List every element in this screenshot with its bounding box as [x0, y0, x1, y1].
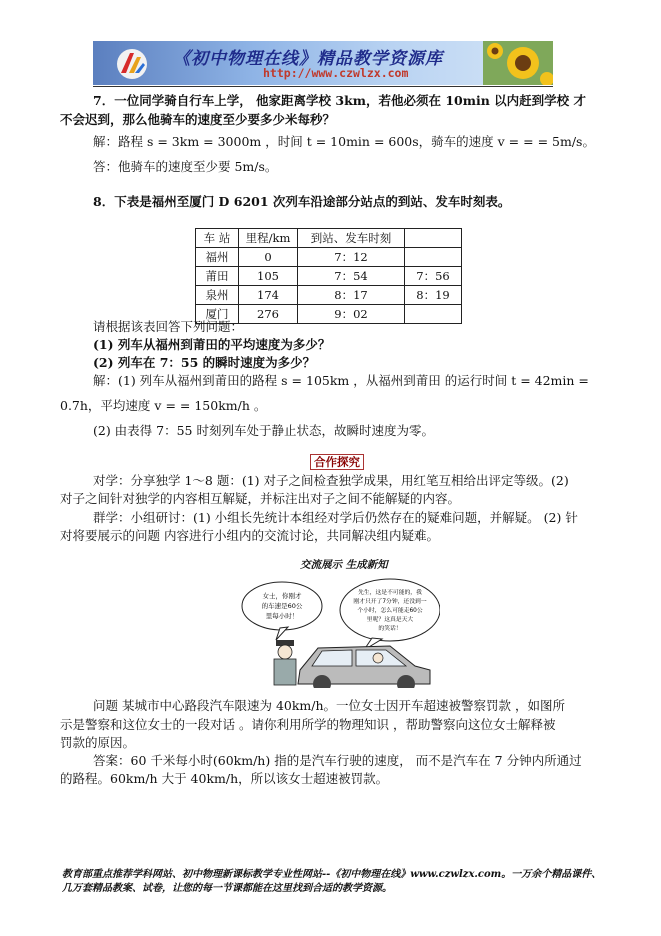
table-cell: 福州	[196, 248, 239, 267]
table-header-row	[196, 229, 462, 248]
table-cell: 174	[239, 286, 298, 305]
q8-prompt: 请根据该表回答下列问题：	[93, 319, 244, 334]
section-heading-coop: 合作探究	[310, 454, 364, 470]
table-cell: 7：54	[298, 267, 405, 286]
timetable	[195, 228, 462, 324]
table-cell: 7：56	[405, 267, 462, 286]
table-cell: 泉州	[196, 286, 239, 305]
bubble-right-line: 的笑话！	[378, 626, 402, 632]
car-icon	[298, 646, 430, 688]
problem-line-b: 示是警察和这位女士的一段对话 。请你利用所学的物理知识 ，帮助警察向这位女士解释被	[60, 717, 556, 732]
q7-solution: 解：路程 s = 3km = 3000m ，时间 t = 10min = 600s，骑车的速度 v = = = 5m/s。	[93, 134, 595, 149]
q8-solution2: (2) 由表得 7：55 时刻列车处于静止状态，故瞬时速度为零。	[93, 423, 434, 438]
coop-p2a: 群学：小组研讨：(1) 小组长先统计本组经对学后仍然存在的疑难问题，并解疑。 (2) 针	[93, 510, 578, 525]
answer-line-a: 答案：60 千米每小时(60km/h) 指的是汽车行驶的速度， 而不是汽车在 7 分钟内所通过	[93, 753, 582, 768]
bubble-left-line: 里每小时！	[265, 612, 299, 620]
speech-bubble-police	[242, 582, 322, 640]
table-cell: 8：17	[298, 286, 405, 305]
q7-line2: 不会迟到，那么他骑车的速度至少要多少米每秒？	[60, 112, 336, 127]
table-header: 到站、发车时刻	[298, 229, 405, 248]
coop-p1b: 对子之间针对独学的内容相互解疑，并标注出对子之间不能解疑的内容。	[60, 491, 461, 506]
table-cell: 9：02	[298, 305, 405, 324]
q8-line1: 8．下表是福州至厦门 D 6201 次列车沿途部分站点的到站、发车时刻表。	[93, 194, 511, 209]
problem-line-c: 罚款的原因。	[60, 735, 136, 750]
q7-answer: 答：他骑车的速度至少要 5m/s。	[93, 159, 278, 174]
table-cell: 莆田	[196, 267, 239, 286]
banner-title: 《初中物理在线》精品教学资源库	[173, 49, 443, 69]
header-banner	[93, 41, 553, 85]
table-cell: 7：12	[298, 248, 405, 267]
coop-p2b: 对将要展示的问题 内容进行小组内的交流讨论，共同解决组内疑难。	[60, 528, 439, 543]
q8-solution1a: 解：(1) 列车从福州到莆田的路程 s = 105km ，从福州到莆田 的运行时间 t = 42min =	[93, 373, 589, 388]
table-cell	[405, 248, 462, 267]
table-row	[196, 267, 462, 286]
q8-sub2: (2) 列车在 7：55 的瞬时速度为多少？	[93, 355, 316, 370]
bubble-right-line: 个小时，怎么可能走60公	[357, 608, 423, 614]
bubble-right-line: 里呢？这真是天大	[366, 617, 414, 623]
sunflower-icon	[483, 41, 553, 85]
footer-line1: 教育部重点推荐学科网站、初中物理新课标教学专业性网站--《初中物理在线》www.czwlzx.com。一万余个精品课件、	[62, 869, 602, 880]
footer-line2: 几万套精品教案、试卷，让您的每一节课都能在这里找到合适的教学资源。	[62, 883, 392, 894]
speech-bubble-driver	[340, 579, 440, 650]
bubble-left-line: 女士，你刚才	[262, 592, 302, 600]
police-officer-icon	[274, 640, 296, 685]
table-cell: 0	[239, 248, 298, 267]
bubble-right-line: 刚才只开了7分钟，还没到一	[353, 599, 427, 605]
header-rule	[93, 86, 553, 87]
bubble-right-line: 先生，这是不可能的，我	[358, 590, 422, 596]
table-header: 里程/km	[239, 229, 298, 248]
table-cell	[405, 305, 462, 324]
section-heading-exchange: 交流展示 生成新知	[300, 559, 388, 571]
table-cell: 276	[239, 305, 298, 324]
bubble-left-line: 的车速是60公	[261, 602, 303, 610]
table-row	[196, 248, 462, 267]
q8-sub1: (1) 列车从福州到莆田的平均速度为多少？	[93, 337, 331, 352]
table-cell: 105	[239, 267, 298, 286]
table-header	[405, 229, 462, 248]
police-car-illustration	[240, 578, 440, 688]
answer-line-b: 的路程。60km/h 大于 40km/h，所以该女士超速被罚款。	[60, 771, 389, 786]
table-row	[196, 286, 462, 305]
table-cell: 8：19	[405, 286, 462, 305]
table-cell: 厦门	[196, 305, 239, 324]
coop-p1a: 对学：分享独学 1～8 题：(1) 对子之间检查独学成果，用红笔互相给出评定等级。(2)	[93, 473, 569, 488]
table-header: 车 站	[196, 229, 239, 248]
q7-line1: 7．一位同学骑自行车上学， 他家距离学校 3km，若他必须在 10min 以内赶到学校 才	[93, 93, 587, 108]
problem-line-a: 问题 某城市中心路段汽车限速为 40km/h。一位女士因开车超速被警察罚款 ，如图所	[93, 698, 566, 713]
banner-url[interactable]: http://www.czwlzx.com	[263, 66, 409, 80]
site-logo-icon	[115, 47, 149, 81]
q8-solution1b: 0.7h，平均速度 v = = 150km/h 。	[60, 398, 267, 413]
